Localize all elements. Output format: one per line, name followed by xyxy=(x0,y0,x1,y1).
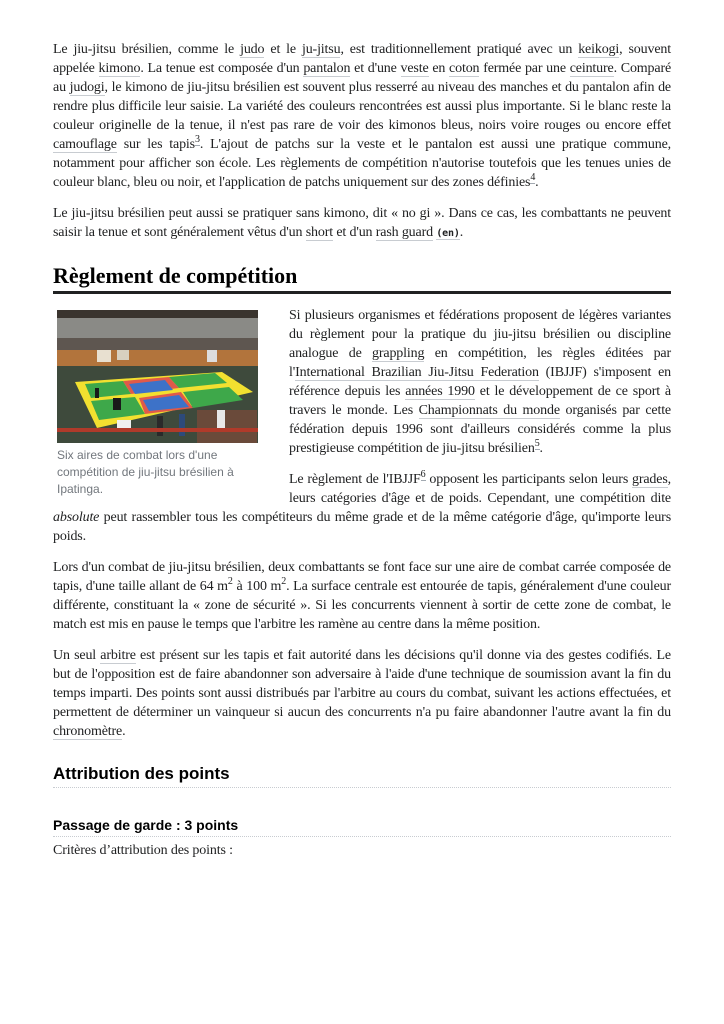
link-chronometre[interactable]: chronomètre xyxy=(53,724,123,739)
section-heading-attribution: Attribution des points xyxy=(53,763,671,788)
link-veste[interactable]: veste xyxy=(400,61,429,76)
reference-4[interactable]: 4 xyxy=(530,172,536,183)
section-heading-reglement: Règlement de compétition xyxy=(53,263,671,294)
reference-5[interactable]: 5 xyxy=(534,438,540,449)
superscript-squared: 2 xyxy=(281,576,287,587)
paragraph-categories: Le règlement de l'IBJJF$^6$ opposent les participants selon leurs grades, leurs catégories d'âge et de poids. Cependant, une compétition dite absolute peut rassembler tous les compétiteurs du même grade et de la même catégorie d'âge, qu'importe leurs poids. xyxy=(53,469,671,544)
reference-3[interactable]: 3 xyxy=(194,134,200,145)
paragraph-kimono: Le jiu-jitsu brésilien, comme le judo et le ju-jitsu, est traditionnellement pratiqué avec un keikogi, souvent appelée kimono. La tenue est composée d'un pantalon et d'une veste en coton fermée par une ceinture. Comparé au judogi, le kimono de jiu-jitsu brésilien est souvent plus resserré au niveau des manches et du pantalon afin de rendre plus difficile leur saisie. La variété des couleurs rencontrées est aussi plus importante. Si le blanc reste la couleur originelle de la tenue, il n'est pas rare de voir des kimonos bleus, noirs voire rouges ou encore effet camouflage sur les tapis$^3$. L'ajout de patchs sur la veste et le pantalon est aussi une pratique commune, notamment pour afficher son école. Les règlements de compétition n'autorise toutefois que les tenues unies de couleur blanc, bleu ou noir, et l'application de patchs uniquement sur des zones définies$^4$. xyxy=(53,42,672,190)
language-link-en[interactable]: (en) xyxy=(436,228,460,239)
link-short[interactable]: short xyxy=(305,225,333,240)
paragraph-ibjjf: Si plusieurs organismes et fédérations proposent de légères variantes du règlement pour la pratique du jiu-jitsu brésilien ou discipline analogue de grappling en compétition, les règles éditées par l'International Brazilian Jiu-Jitsu Federation (IBJJF) s'imposent en référence depuis les années 1990 et le développement de ce sport à travers le monde. Les Championnats du monde organisés par cette fédération depuis 1996 sont d'ailleurs considérés comme la plus prestigieuse compétition de jiu-jitsu brésilien$^5$. xyxy=(289,308,671,456)
figure-competition xyxy=(57,310,264,498)
link-pantalon[interactable]: pantalon xyxy=(303,61,351,76)
link-kimono[interactable]: kimono xyxy=(98,61,141,76)
link-coton[interactable]: coton xyxy=(449,61,480,76)
paragraph-aire-de-combat: Lors d'un combat de jiu-jitsu brésilien, deux combattants se font face sur une aire de combat carrée composée de tapis, d'une taille allant de 64 $m^2$ à 100 $m^2$. La surface centrale est entourée de tapis, généralement d'une couleur différente, constituant la « zone de sécurité ». Si les concurrents viennent à sortir de cette zone de combat, le match est mis en pause le temps que l'arbitre les ramène au centre dans la même position. xyxy=(53,560,672,632)
figure-caption: Six aires de combat lors d'une compétition de jiu-jitsu brésilien à Ipatinga. xyxy=(57,448,234,496)
paragraph-criteres: Critères d’attribution des points : xyxy=(53,843,233,858)
link-rash-guard[interactable]: rash guard xyxy=(375,225,433,240)
paragraph-arbitre: Un seul arbitre est présent sur les tapis et fait autorité dans les décisions qu'il donne via des gestes codifiés. Le but de l'opposition est de faire abandonner son adversaire à l'aide d'une technique de soumission avant la fin du temps imparti. Des points sont aussi distribués par l'arbitre au cours du combat, suivant les actions effectuées, et permettent de déterminer un vainqueur si aucun des concurrents n'a pu faire abandonner l'autre avant la fin du chronomètre. xyxy=(53,648,671,739)
competition-photo-illustration xyxy=(57,310,258,443)
subsection-heading-passage-de-garde: Passage de garde : 3 points xyxy=(53,816,671,837)
link-judo[interactable]: judo xyxy=(240,42,265,57)
link-arbitre[interactable]: arbitre xyxy=(100,648,136,663)
link-judogi[interactable]: judogi xyxy=(69,80,105,95)
link-ibjjf[interactable]: International Brazilian Jiu-Jitsu Federation xyxy=(295,365,539,380)
reference-6[interactable]: 6 xyxy=(420,469,426,480)
link-keikogi[interactable]: keikogi xyxy=(578,42,620,57)
link-annees-1990[interactable]: années 1990 xyxy=(405,384,475,399)
link-grades[interactable]: grades xyxy=(632,472,668,487)
superscript-squared: 2 xyxy=(227,576,233,587)
paragraph-no-gi: Le jiu-jitsu brésilien peut aussi se pratiquer sans kimono, dit « no gi ». Dans ce cas, les combattants ne peuvent saisir la tenue et sont généralement vêtus d'un short et d'un rash guard (en). xyxy=(53,206,671,240)
link-ceinture[interactable]: ceinture xyxy=(569,61,614,76)
competition-photo[interactable] xyxy=(57,310,258,443)
link-championnats-du-monde[interactable]: Championnats du monde xyxy=(418,403,560,418)
link-ju-jitsu[interactable]: ju-jitsu xyxy=(301,42,341,57)
term-absolute: absolute xyxy=(53,510,100,525)
link-grappling[interactable]: grappling xyxy=(372,346,425,361)
link-camouflage[interactable]: camouflage xyxy=(53,137,117,152)
article-body xyxy=(53,40,671,872)
